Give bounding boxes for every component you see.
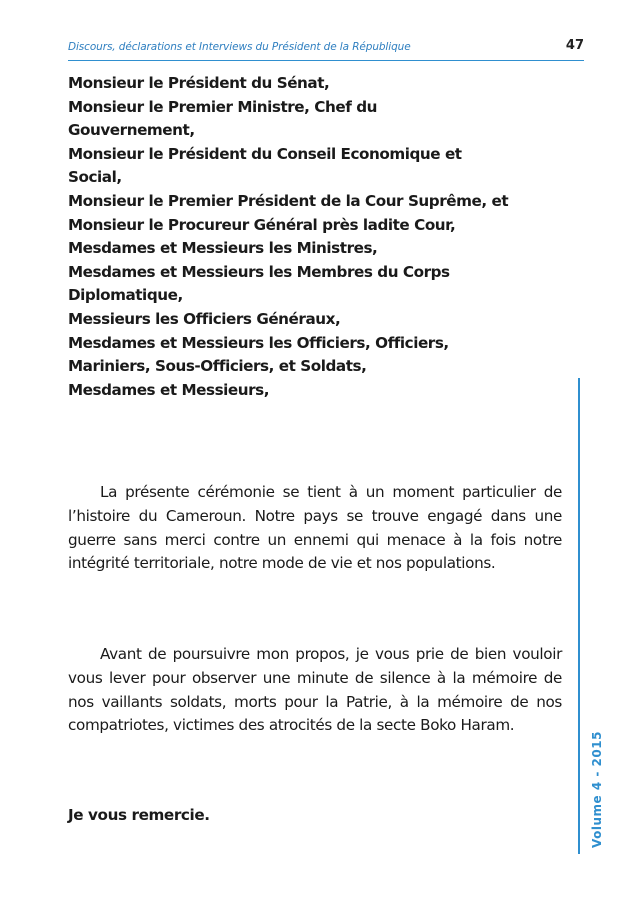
salutation-line: Social, <box>68 168 122 187</box>
body-paragraph-1: La présente cérémonie se tient à un moment particulier de l’histoire du Cameroun. Notre pays se trouve engagé dans une guerre sans merci contre un ennemi qui menace à la fois notre intégrité territoriale, notre mode de vie et nos populations. <box>68 483 562 573</box>
salutation-line: Diplomatique, <box>68 286 183 305</box>
closing-line: Je vous remercie. <box>68 806 210 824</box>
salutations-block <box>68 72 568 402</box>
salutation-line: Mesdames et Messieurs les Ministres, <box>68 239 378 258</box>
salutation-line: Mesdames et Messieurs, <box>68 380 270 399</box>
salutation-line: Monsieur le Président du Conseil Economique et <box>68 144 462 163</box>
salutation-line: Monsieur le Président du Sénat, <box>68 74 330 92</box>
page-number: 47 <box>565 38 584 53</box>
side-divider <box>578 378 580 854</box>
salutation-line: Mesdames et Messieurs les Officiers, Officiers, <box>68 333 449 352</box>
page-header <box>68 38 584 61</box>
salutation-line: Monsieur le Procureur Général près ladite Cour, <box>68 215 456 234</box>
salutation-line: Mariniers, Sous-Officiers, et Soldats, <box>68 357 367 376</box>
volume-label: Volume 4 - 2015 <box>590 731 604 848</box>
salutation-line: Monsieur le Premier Président de la Cour Suprême, et <box>68 191 509 210</box>
salutation-line: Messieurs les Officiers Généraux, <box>68 309 341 328</box>
body-paragraph-2: Avant de poursuivre mon propos, je vous prie de bien vouloir vous lever pour observer une minute de silence à la mémoire de nos vaillants soldats, morts pour la Patrie, à la mémoire de nos compatriotes, victimes des atrocités de la secte Boko Haram. <box>68 645 562 735</box>
salutation-line: Gouvernement, <box>68 121 195 140</box>
salutation-line: Monsieur le Premier Ministre, Chef du <box>68 97 377 116</box>
salutation-line: Mesdames et Messieurs les Membres du Corps <box>68 262 450 281</box>
running-header-title: Discours, déclarations et Interviews du Président de la République <box>68 41 411 53</box>
